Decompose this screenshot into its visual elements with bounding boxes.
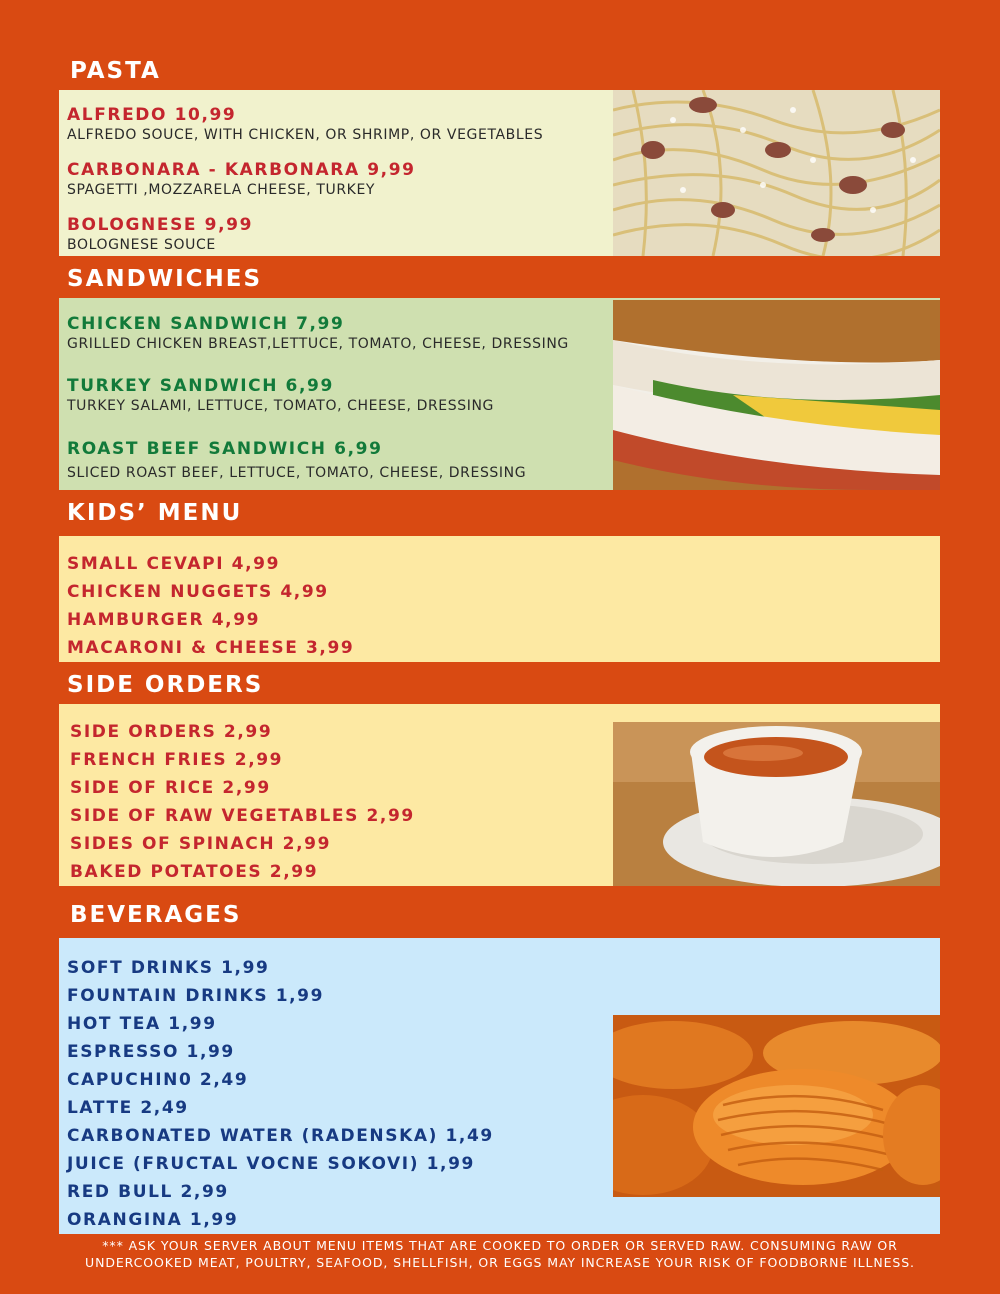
list-item: HOT TEA 1,99 bbox=[67, 1014, 217, 1034]
menu-item bbox=[67, 438, 526, 482]
list-item: CAPUCHIN0 2,49 bbox=[67, 1070, 249, 1090]
list-item: MACARONI & CHEESE 3,99 bbox=[67, 638, 355, 658]
disclaimer-line-1: *** ASK YOUR SERVER ABOUT MENU ITEMS THAT ARE COOKED TO ORDER OR SERVED RAW. CONSUMING RAW OR bbox=[102, 1238, 898, 1253]
item-name: ROAST BEEF SANDWICH 6,99 bbox=[67, 439, 383, 459]
pasta-title: PASTA bbox=[70, 58, 161, 84]
kids-menu-panel bbox=[59, 536, 940, 662]
pasta-photo bbox=[613, 90, 940, 256]
menu-item bbox=[67, 214, 253, 254]
list-item: SMALL CEVAPI 4,99 bbox=[67, 554, 280, 574]
disclaimer-line-2: UNDERCOOKED MEAT, POULTRY, SEAFOOD, SHELLFISH, OR EGGS MAY INCREASE YOUR RISK OF FOODBORNE ILLNESS. bbox=[85, 1255, 915, 1270]
item-description: ALFREDO SOUCE, WITH CHICKEN, OR SHRIMP, OR VEGETABLES bbox=[67, 127, 544, 143]
item-name: CHICKEN SANDWICH 7,99 bbox=[67, 314, 345, 334]
kids-menu-title: KIDS’ MENU bbox=[67, 500, 243, 526]
list-item: SIDE OF RAW VEGETABLES 2,99 bbox=[70, 806, 415, 826]
sandwich-photo bbox=[613, 300, 940, 490]
item-name: BOLOGNESE 9,99 bbox=[67, 215, 253, 235]
list-item: FRENCH FRIES 2,99 bbox=[70, 750, 284, 770]
list-item: SIDE OF RICE 2,99 bbox=[70, 778, 271, 798]
side-orders-title: SIDE ORDERS bbox=[67, 672, 264, 698]
item-description: TURKEY SALAMI, LETTUCE, TOMATO, CHEESE, DRESSING bbox=[67, 398, 494, 414]
dessert-photo bbox=[613, 1015, 940, 1197]
list-item: FOUNTAIN DRINKS 1,99 bbox=[67, 986, 325, 1006]
list-item: LATTE 2,49 bbox=[67, 1098, 189, 1118]
soup-cup-photo bbox=[613, 722, 940, 886]
list-item: SOFT DRINKS 1,99 bbox=[67, 958, 270, 978]
sandwiches-title: SANDWICHES bbox=[67, 266, 263, 292]
item-name: ALFREDO 10,99 bbox=[67, 105, 237, 125]
list-item: ORANGINA 1,99 bbox=[67, 1210, 239, 1230]
list-item: SIDES OF SPINACH 2,99 bbox=[70, 834, 332, 854]
list-item: CARBONATED WATER (RADENSKA) 1,49 bbox=[67, 1126, 494, 1146]
item-name: CARBONARA - KARBONARA 9,99 bbox=[67, 160, 416, 180]
allergy-disclaimer bbox=[40, 1237, 960, 1271]
item-name: TURKEY SANDWICH 6,99 bbox=[67, 376, 334, 396]
menu-item bbox=[67, 375, 494, 415]
menu-item bbox=[67, 159, 416, 199]
item-description: SLICED ROAST BEEF, LETTUCE, TOMATO, CHEESE, DRESSING bbox=[67, 465, 527, 481]
list-item: JUICE (FRUCTAL VOCNE SOKOVI) 1,99 bbox=[67, 1154, 475, 1174]
item-description: GRILLED CHICKEN BREAST,LETTUCE, TOMATO, CHEESE, DRESSING bbox=[67, 336, 569, 352]
list-item: HAMBURGER 4,99 bbox=[67, 610, 261, 630]
menu-item bbox=[67, 313, 569, 353]
menu-item bbox=[67, 104, 543, 144]
item-description: SPAGETTI ,MOZZARELA CHEESE, TURKEY bbox=[67, 182, 376, 198]
item-description: BOLOGNESE SOUCE bbox=[67, 237, 216, 253]
list-item: CHICKEN NUGGETS 4,99 bbox=[67, 582, 329, 602]
list-item: BAKED POTATOES 2,99 bbox=[70, 862, 319, 882]
beverages-title: BEVERAGES bbox=[70, 902, 242, 928]
list-item: SIDE ORDERS 2,99 bbox=[70, 722, 273, 742]
list-item: ESPRESSO 1,99 bbox=[67, 1042, 235, 1062]
list-item: RED BULL 2,99 bbox=[67, 1182, 229, 1202]
